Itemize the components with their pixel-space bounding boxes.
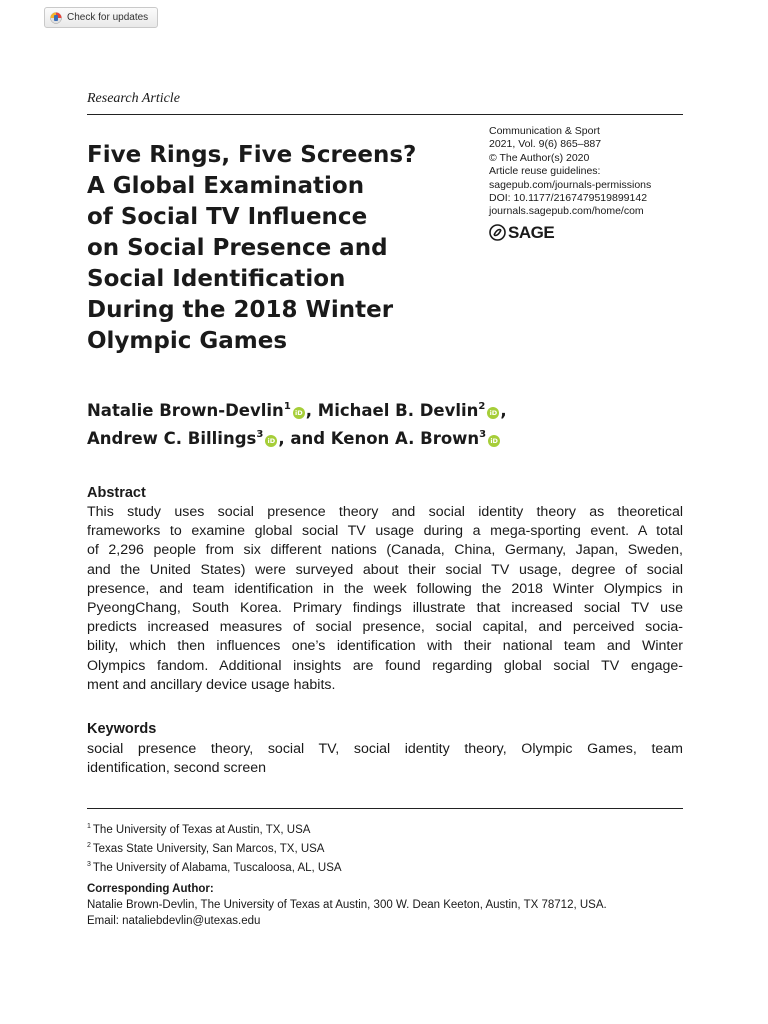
header-divider xyxy=(87,114,683,115)
affiliation-marker: 1 xyxy=(87,823,91,830)
abstract-line: of 2,296 people from six different nations (Canada, China, Germany, Japan, Sweden, xyxy=(87,542,683,559)
title-line: Five Rings, Five Screens? xyxy=(87,142,417,168)
keywords-line: social presence theory, social TV, social identity theory, Olympic Games, team xyxy=(87,741,683,757)
abstract-line: bility, which then influences one’s identification with their national team and Winter xyxy=(87,638,683,655)
copyright-line: © The Author(s) 2020 xyxy=(489,151,590,164)
sage-wordmark: SAGE xyxy=(508,222,555,242)
affiliation-marker: 3 xyxy=(87,861,91,868)
author-affiliation-marker: 1 xyxy=(283,401,291,412)
permissions-link[interactable]: sagepub.com/journals-permissions xyxy=(489,178,652,191)
abstract-line: frameworks to examine global social TV usage during a mega-sporting event. A total xyxy=(87,523,683,540)
author-list xyxy=(87,395,507,451)
abstract-line: ment and ancillary device usage habits. xyxy=(87,676,336,693)
keywords-line: identification, second screen xyxy=(87,760,267,777)
abstract-line: Olympics fandom. Additional insights are found regarding global social TV engage- xyxy=(87,657,683,674)
journal-volume: 2021, Vol. 9(6) 865–887 xyxy=(489,138,602,151)
author-name: Natalie Brown-Devlin xyxy=(87,401,284,420)
abstract-heading: Abstract xyxy=(87,485,146,501)
doi-link[interactable]: DOI: 10.1177/2167479519899142 xyxy=(489,192,648,205)
corresponding-address: Natalie Brown-Devlin, The University of Texas at Austin, 300 W. Dean Keeton, Austin, TX 78712, USA. xyxy=(87,898,607,911)
corresponding-email[interactable]: Email: nataliebdevlin@utexas.edu xyxy=(87,914,261,927)
abstract-text xyxy=(87,503,683,695)
affiliation-text: Texas State University, San Marcos, TX, USA xyxy=(92,843,325,855)
title-line: of Social TV Influence xyxy=(87,204,368,230)
article-type-label: Research Article xyxy=(87,91,180,106)
check-for-updates-button[interactable] xyxy=(44,7,158,28)
affiliations xyxy=(87,819,342,876)
title-line: on Social Presence and xyxy=(87,235,388,261)
keywords-text xyxy=(87,740,683,778)
author-name: Michael B. Devlin xyxy=(317,401,479,420)
keywords-heading: Keywords xyxy=(87,721,157,737)
orcid-icon[interactable]: iD xyxy=(265,435,277,447)
orcid-icon[interactable]: iD xyxy=(293,407,305,419)
journal-home-link[interactable]: journals.sagepub.com/home/com xyxy=(489,205,644,218)
journal-info xyxy=(489,125,651,241)
reuse-guidelines-label: Article reuse guidelines: xyxy=(489,165,601,178)
orcid-icon[interactable]: iD xyxy=(488,435,500,447)
author-affiliation-marker: 3 xyxy=(256,429,264,440)
author-name: Andrew C. Billings xyxy=(87,429,257,448)
abstract-line: PyeongChang, South Korea. Primary findings illustrate that increased social TV use xyxy=(87,600,683,617)
title-line: Olympic Games xyxy=(87,328,288,354)
affiliation-text: The University of Texas at Austin, TX, USA xyxy=(92,824,311,836)
title-line: During the 2018 Winter xyxy=(87,297,394,323)
affiliation-marker: 2 xyxy=(87,842,91,849)
author-affiliation-marker: 3 xyxy=(479,429,487,440)
article-title xyxy=(87,140,467,357)
affiliation-item xyxy=(87,857,342,876)
abstract-line: predicts increased measures of social presence, social capital, and perceived socia- xyxy=(87,619,683,636)
crossmark-icon xyxy=(50,12,62,24)
title-line: Social Identification xyxy=(87,266,346,292)
corresponding-author-heading: Corresponding Author: xyxy=(87,883,214,895)
sage-logo xyxy=(489,224,651,241)
footnote-divider xyxy=(87,808,683,809)
corresponding-author xyxy=(87,882,607,929)
journal-name: Communication & Sport xyxy=(489,125,600,137)
author-affiliation-marker: 2 xyxy=(478,401,486,412)
affiliation-text: The University of Alabama, Tuscaloosa, AL, USA xyxy=(92,862,342,874)
author-separator: , and xyxy=(278,429,331,448)
orcid-icon[interactable]: iD xyxy=(487,407,499,419)
sage-mark-icon xyxy=(489,224,506,241)
affiliation-item xyxy=(87,819,342,838)
author-name: Kenon A. Brown xyxy=(330,429,480,448)
check-for-updates-label: Check for updates xyxy=(67,12,149,23)
author-separator: , xyxy=(500,401,507,420)
abstract-line: and the United States) were surveyed about their social TV usage, degree of social xyxy=(87,561,683,578)
abstract-line: This study uses social presence theory and social identity theory as theoretical xyxy=(87,504,683,520)
title-line: A Global Examination xyxy=(87,173,365,199)
affiliation-item xyxy=(87,838,342,857)
abstract-line: presence, and team identification in the week following the 2018 Winter Olympics in xyxy=(87,580,683,597)
author-separator: , xyxy=(305,401,318,420)
